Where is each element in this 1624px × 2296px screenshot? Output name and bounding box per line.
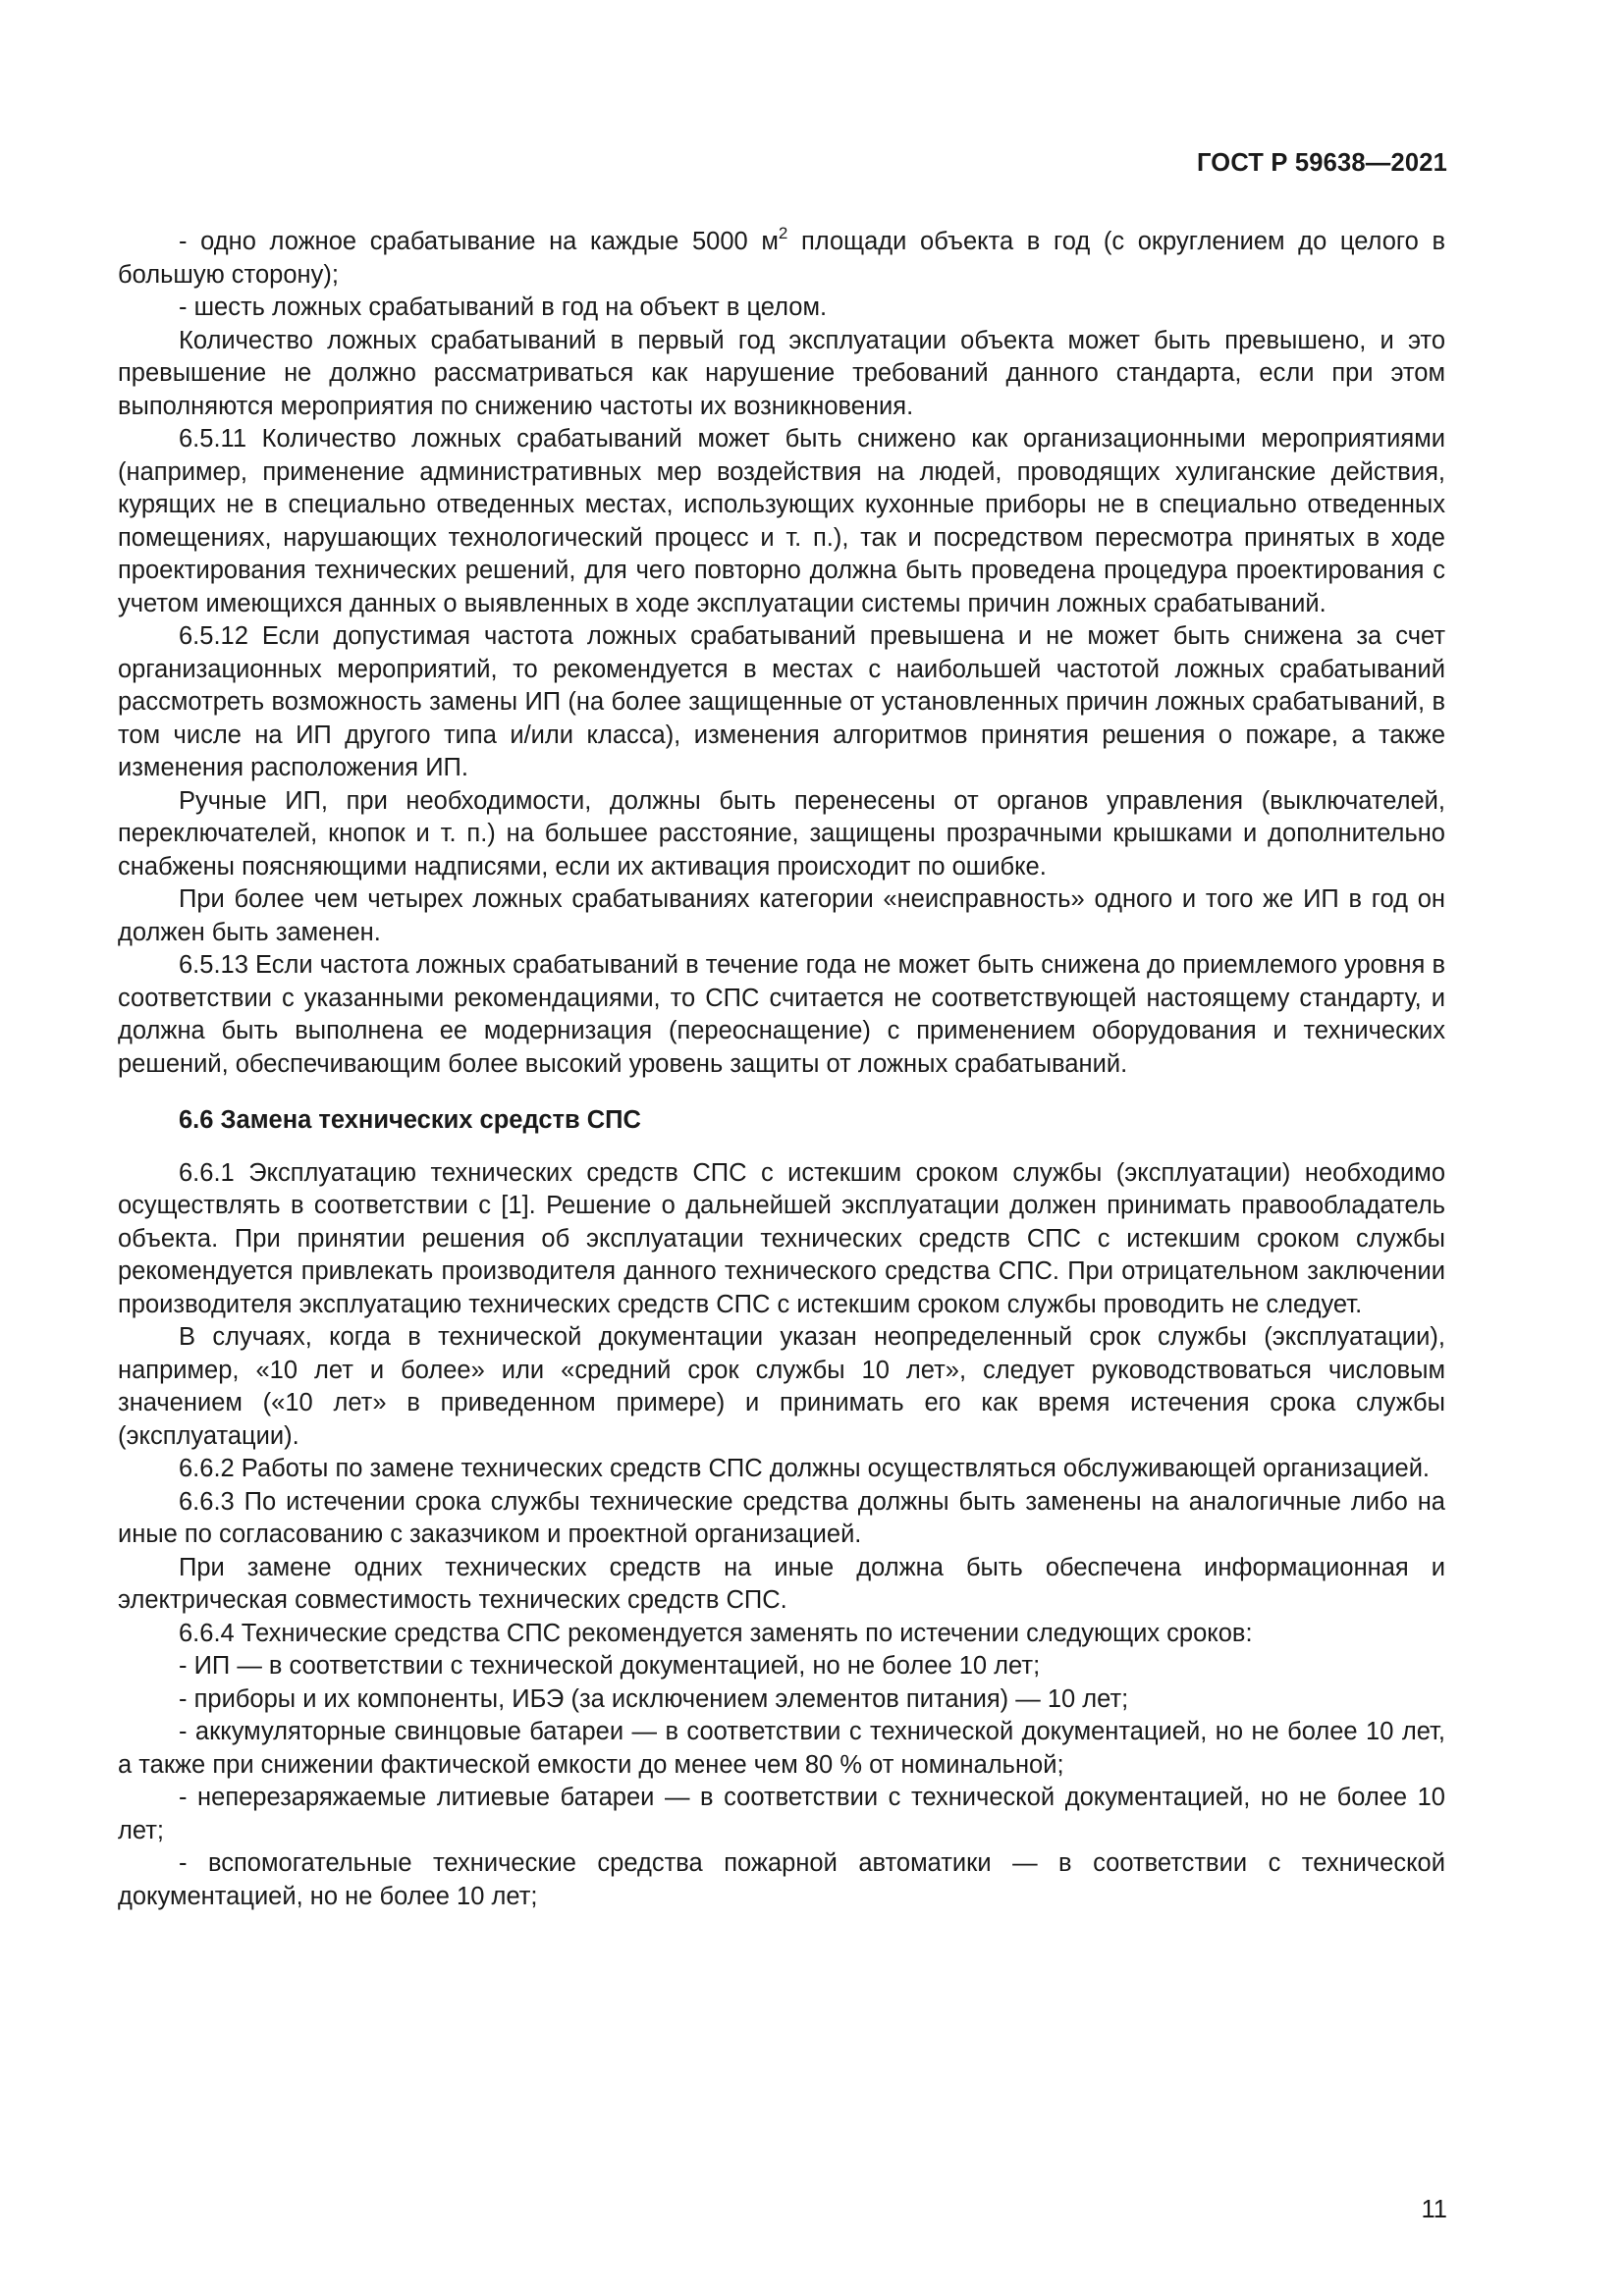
paragraph-6-6-3: 6.6.3 По истечении срока службы технические средства должны быть заменены на аналогичные либо на иные по согласованию с заказчиком и проектной организацией. <box>118 1487 1445 1548</box>
paragraph-fault-replacement: При более чем четырех ложных срабатываниях категории «неисправность» одного и того же ИП в год он должен быть заменен. <box>118 885 1445 946</box>
list-item-lithium-batteries: - неперезаряжаемые литиевые батареи — в соответствии с технической документацией, но не более 10 лет; <box>118 1784 1445 1844</box>
document-body <box>118 223 1445 1913</box>
page-number: 11 <box>1421 2196 1447 2223</box>
paragraph-area-rule <box>118 223 1445 292</box>
paragraph-manual-detectors: Ручные ИП, при необходимости, должны быть перенесены от органов управления (выключателей, переключателей, кнопок и т. п.) на большее расстояние, защищены прозрачными крышками и дополнительно снабжены поясняющими надписями, если их активация происходит по ошибке. <box>118 786 1445 881</box>
paragraph-6-5-12: 6.5.12 Если допустимая частота ложных срабатываний превышена и не может быть снижена за счет организационных мероприятий, то рекомендуется в местах с наибольшей частотой ложных срабатываний рассмотреть возможность замены ИП (на более защищенные от установленных причин ложных срабатываний, в том числе на ИП другого типа и/или класса), изменения алгоритмов принятия решения о пожаре, а также изменения расположения ИП. <box>118 622 1445 781</box>
paragraph-6-5-13: 6.5.13 Если частота ложных срабатываний в течение года не может быть снижена до приемлемого уровня в соответствии с указанными рекомендациями, то СПС считается не соответствующей настоящему стандарту, и должна быть выполнена ее модернизация (переоснащение) с применением оборудования и технических решений, обеспечивающим более высокий уровень защиты от ложных срабатываний. <box>118 951 1445 1078</box>
document-header: ГОСТ Р 59638—2021 <box>1196 149 1447 177</box>
list-item-devices: - приборы и их компоненты, ИБЭ (за исключением элементов питания) — 10 лет; <box>179 1684 1129 1713</box>
paragraph-6-5-11: 6.5.11 Количество ложных срабатываний может быть снижено как организационными мероприятиями (например, применение административных мер воздействия на людей, проводящих хулиганские действия, курящих не в специально отведенных местах, использующих кухонные приборы не в специально отведенных помещениях, нарушающих технологический процесс и т. п.), так и посредством пересмотра принятых в ходе проектирования технических решений, для чего повторно должна быть проведена процедура проектирования с учетом имеющихся данных о выявленных в ходе эксплуатации системы причин ложных срабатываний. <box>118 425 1445 617</box>
section-heading-6-6: 6.6 Замена технических средств СПС <box>179 1106 641 1134</box>
paragraph-compatibility: При замене одних технических средств на иные должна быть обеспечена информационная и электрическая совместимость технических средств СПС. <box>118 1553 1445 1614</box>
paragraph-text: площади объекта в год (с округлением до целого в большую сторону); <box>118 228 1445 289</box>
list-item-lead-batteries: - аккумуляторные свинцовые батареи — в соответствии с технической документацией, но не более 10 лет, а также при снижении фактической емкости до менее чем 80 % от номинальной; <box>118 1718 1445 1779</box>
paragraph-first-year: Количество ложных срабатываний в первый год эксплуатации объекта может быть превышено, и это превышение не должно рассматриваться как нарушение требований данного стандарта, если при этом выполняются мероприятия по снижению частоты их возникновения. <box>118 326 1445 420</box>
list-item-detectors: - ИП — в соответствии с технической документацией, но не более 10 лет; <box>179 1652 1041 1680</box>
list-item-auxiliary-means: - вспомогательные технические средства пожарной автоматики — в соответствии с технической документацией, но не более 10 лет; <box>118 1849 1445 1910</box>
paragraph-6-6-1: 6.6.1 Эксплуатацию технических средств СПС с истекшим сроком службы (эксплуатации) необходимо осуществлять в соответствии с [1]. Решение о дальнейшей эксплуатации должен принимать правообладатель объекта. При принятии решения об эксплуатации технических средств СПС с истекшим сроком службы рекомендуется привлекать производителя данного технического средства СПС. При отрицательном заключении производителя эксплуатацию технических средств СПС с истекшим сроком службы проводить не следует. <box>118 1158 1445 1318</box>
paragraph-6-6-4: 6.6.4 Технические средства СПС рекомендуется заменять по истечении следующих сроков: <box>179 1619 1253 1647</box>
paragraph-text: - одно ложное срабатывание на каждые 5000 м <box>179 228 779 255</box>
paragraph-object-rule: - шесть ложных срабатываний в год на объект в целом. <box>179 294 828 321</box>
paragraph-undefined-service-life: В случаях, когда в технической документации указан неопределенный срок службы (эксплуатации), например, «10 лет и более» или «средний срок службы 10 лет», следует руководствоваться числовым значением («10 лет» в приведенном примере) и принимать его как время истечения срока службы (эксплуатации). <box>118 1323 1445 1450</box>
paragraph-6-6-2: 6.6.2 Работы по замене технических средств СПС должны осуществляться обслуживающей организацией. <box>179 1455 1431 1482</box>
superscript: 2 <box>778 223 788 242</box>
